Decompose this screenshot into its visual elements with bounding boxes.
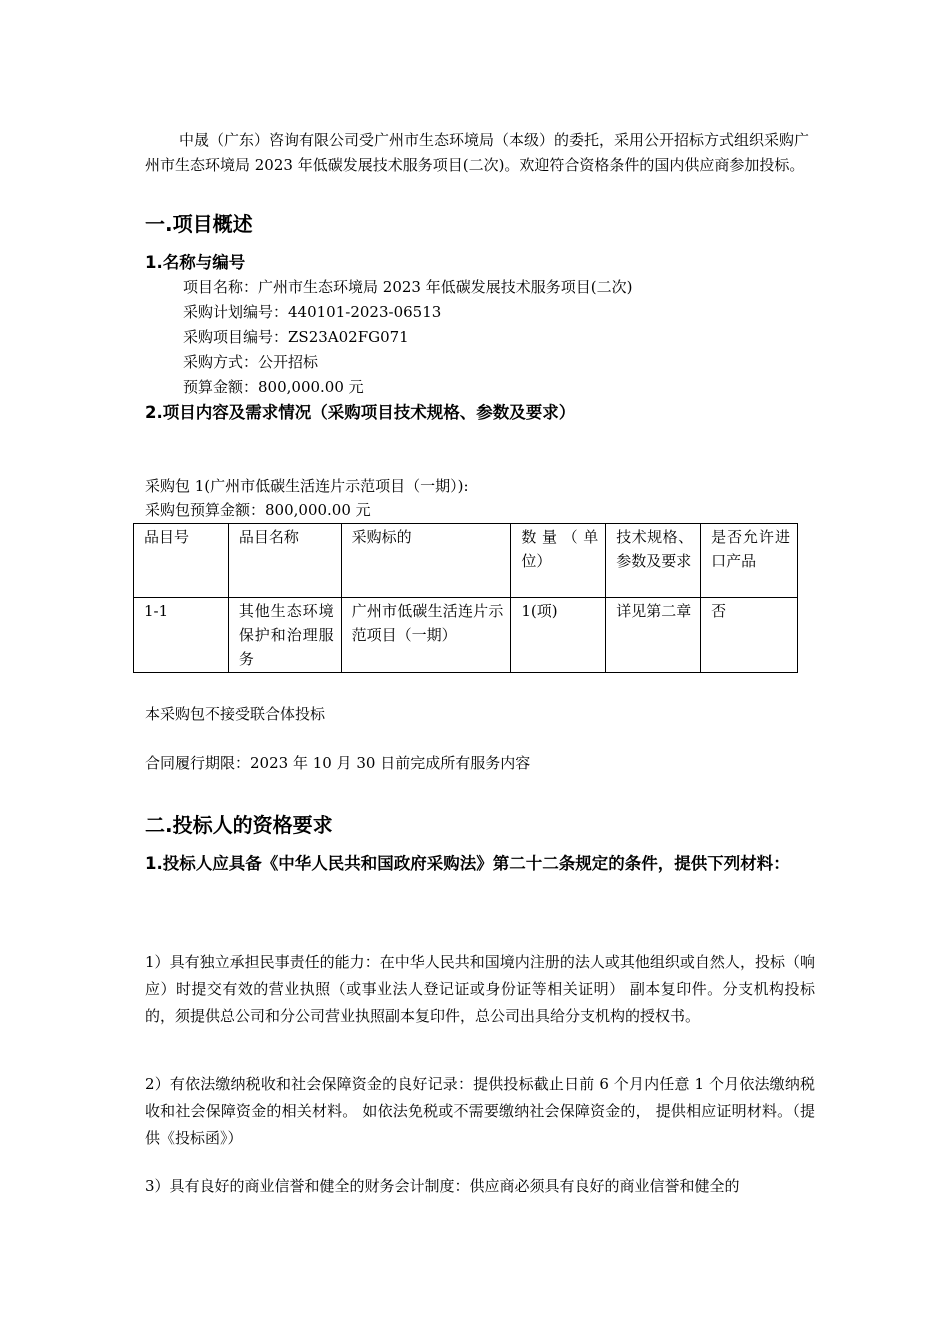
cell-item-name: 其他生态环境保护和治理服务 — [228, 598, 341, 673]
cell-subject: 广州市低碳生活连片示范项目（一期） — [341, 598, 511, 673]
cell-quantity: 1(项) — [511, 598, 606, 673]
cell-import: 否 — [701, 598, 798, 673]
requirement-item: 1）具有独立承担民事责任的能力：在中华人民共和国境内注册的法人或其他组织或自然人，投标（响应）时提交有效的营业执照（或事业法人登记证或身份证等相关证明） 副本复印件。分支机构投标的，须提供总公司和分公司营业执照副本复印件，总公司出具给分支机构的授权书。 — [145, 953, 815, 1025]
procurement-method: 采购方式：公开招标 — [183, 353, 319, 371]
section-2-heading: 二.投标人的资格要求 — [145, 813, 333, 837]
project-name: 项目名称：广州市生态环境局 2023 年低碳发展技术服务项目(二次) — [183, 278, 633, 296]
requirement-item: 3）具有良好的商业信誉和健全的财务会计制度：供应商必须具有良好的商业信誉和健全的 — [145, 1177, 740, 1195]
plan-number: 采购计划编号：440101-2023-06513 — [183, 303, 442, 321]
budget-amount: 预算金额：800,000.00 元 — [183, 378, 364, 396]
header-subject: 采购标的 — [341, 524, 511, 598]
header-specs: 技术规格、参数及要求 — [606, 524, 701, 598]
header-quantity: 数量（单位） — [511, 524, 606, 598]
subsection-1-1-heading: 1.名称与编号 — [145, 253, 246, 272]
subsection-2-1-heading: 1.投标人应具备《中华人民共和国政府采购法》第二十二条规定的条件，提供下列材料： — [145, 854, 790, 873]
joint-bid-note: 本采购包不接受联合体投标 — [145, 705, 326, 723]
items-table — [133, 523, 798, 673]
subsection-1-2-heading: 2.项目内容及需求情况（采购项目技术规格、参数及要求） — [145, 403, 576, 422]
package-title: 采购包 1(广州市低碳生活连片示范项目（一期）): — [145, 477, 469, 495]
contract-term: 合同履行期限：2023 年 10 月 30 日前完成所有服务内容 — [145, 754, 531, 772]
intro-paragraph: 中晟（广东）咨询有限公司受广州市生态环境局（本级）的委托，采用公开招标方式组织采购广州市生态环境局 2023 年低碳发展技术服务项目(二次)。欢迎符合资格条件的国内供应商参加投标。 — [145, 131, 810, 174]
cell-item-no: 1-1 — [134, 598, 229, 673]
table-header-row — [134, 524, 798, 598]
package-budget: 采购包预算金额：800,000.00 元 — [145, 501, 371, 519]
section-1-heading: 一.项目概述 — [145, 212, 253, 236]
header-import: 是否允许进口产品 — [701, 524, 798, 598]
requirement-item: 2）有依法缴纳税收和社会保障资金的良好记录：提供投标截止日前 6 个月内任意 1 个月依法缴纳税收和社会保障资金的相关材料。 如依法免税或不需要缴纳社会保障资金的， 提供相应证明材料。（提供《投标函》） — [145, 1075, 815, 1147]
header-item-no: 品目号 — [134, 524, 229, 598]
table-row — [134, 598, 798, 673]
project-number: 采购项目编号：ZS23A02FG071 — [183, 328, 409, 346]
cell-specs: 详见第二章 — [606, 598, 701, 673]
header-item-name: 品目名称 — [228, 524, 341, 598]
